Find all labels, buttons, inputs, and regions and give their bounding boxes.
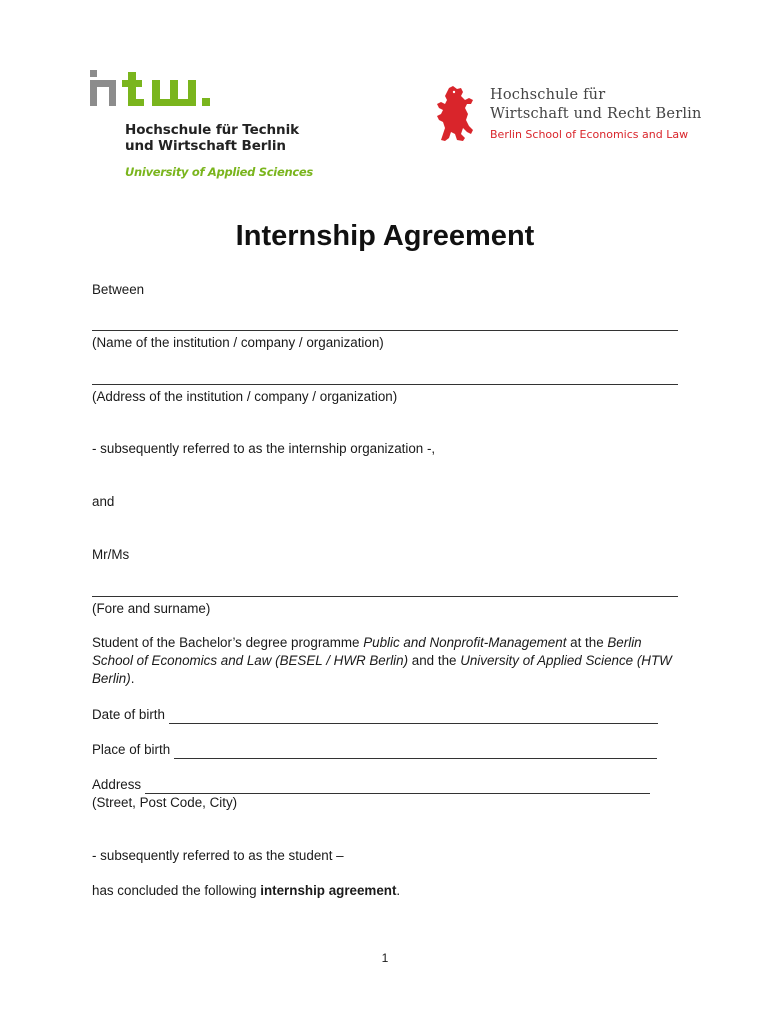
address-caption: (Street, Post Code, City): [92, 795, 238, 810]
htw-name-line-1: Hochschule für Technik: [125, 122, 299, 138]
address-label: Address: [92, 777, 142, 792]
hwr-logo: [435, 86, 705, 146]
hwr-name-line-1: Hochschule für: [490, 87, 606, 103]
referred-student-text: - subsequently referred to as the student –: [92, 848, 344, 863]
date-of-birth-field[interactable]: [169, 709, 658, 724]
referred-organization-text: - subsequently referred to as the internship organization -,: [92, 441, 436, 456]
htw-tagline: University of Applied Sciences: [125, 165, 313, 179]
htw-logo: [90, 70, 313, 185]
concluded-agreement-text: has concluded the following internship agreement.: [92, 883, 401, 898]
fore-surname-caption: (Fore and surname): [92, 601, 211, 616]
institution-address-caption: (Address of the institution / company / organization): [92, 389, 398, 404]
place-of-birth-field[interactable]: [174, 744, 657, 759]
institution-name-caption: (Name of the institution / company / organization): [92, 335, 384, 350]
institution-name-field[interactable]: [92, 330, 678, 331]
address-row: [92, 776, 650, 794]
address-field[interactable]: [145, 779, 650, 794]
date-of-birth-label: Date of birth: [92, 707, 165, 722]
hwr-english-name: Berlin School of Economics and Law: [490, 128, 689, 141]
fore-surname-field[interactable]: [92, 596, 678, 597]
document-title: Internship Agreement: [235, 220, 535, 252]
place-of-birth-row: [92, 741, 657, 759]
page-number: 1: [381, 951, 389, 965]
berlin-bear-icon: [435, 86, 475, 142]
htw-wordmark-icon: [90, 70, 215, 108]
between-label: Between: [92, 282, 145, 297]
htw-name-line-2: und Wirtschaft Berlin: [125, 138, 286, 154]
date-of-birth-row: [92, 706, 658, 724]
place-of-birth-label: Place of birth: [92, 742, 171, 757]
and-label: and: [92, 494, 115, 509]
institution-address-field[interactable]: [92, 384, 678, 385]
hwr-name-line-2: Wirtschaft und Recht Berlin: [490, 106, 702, 122]
student-programme-paragraph: Student of the Bachelor’s degree programme Public and Nonprofit-Management at the Berlin School of Economics and Law (BESEL / HWR Berlin) and the University of Applied Science (HTW Berlin).: [92, 635, 672, 686]
mr-ms-label: Mr/Ms: [92, 547, 130, 562]
